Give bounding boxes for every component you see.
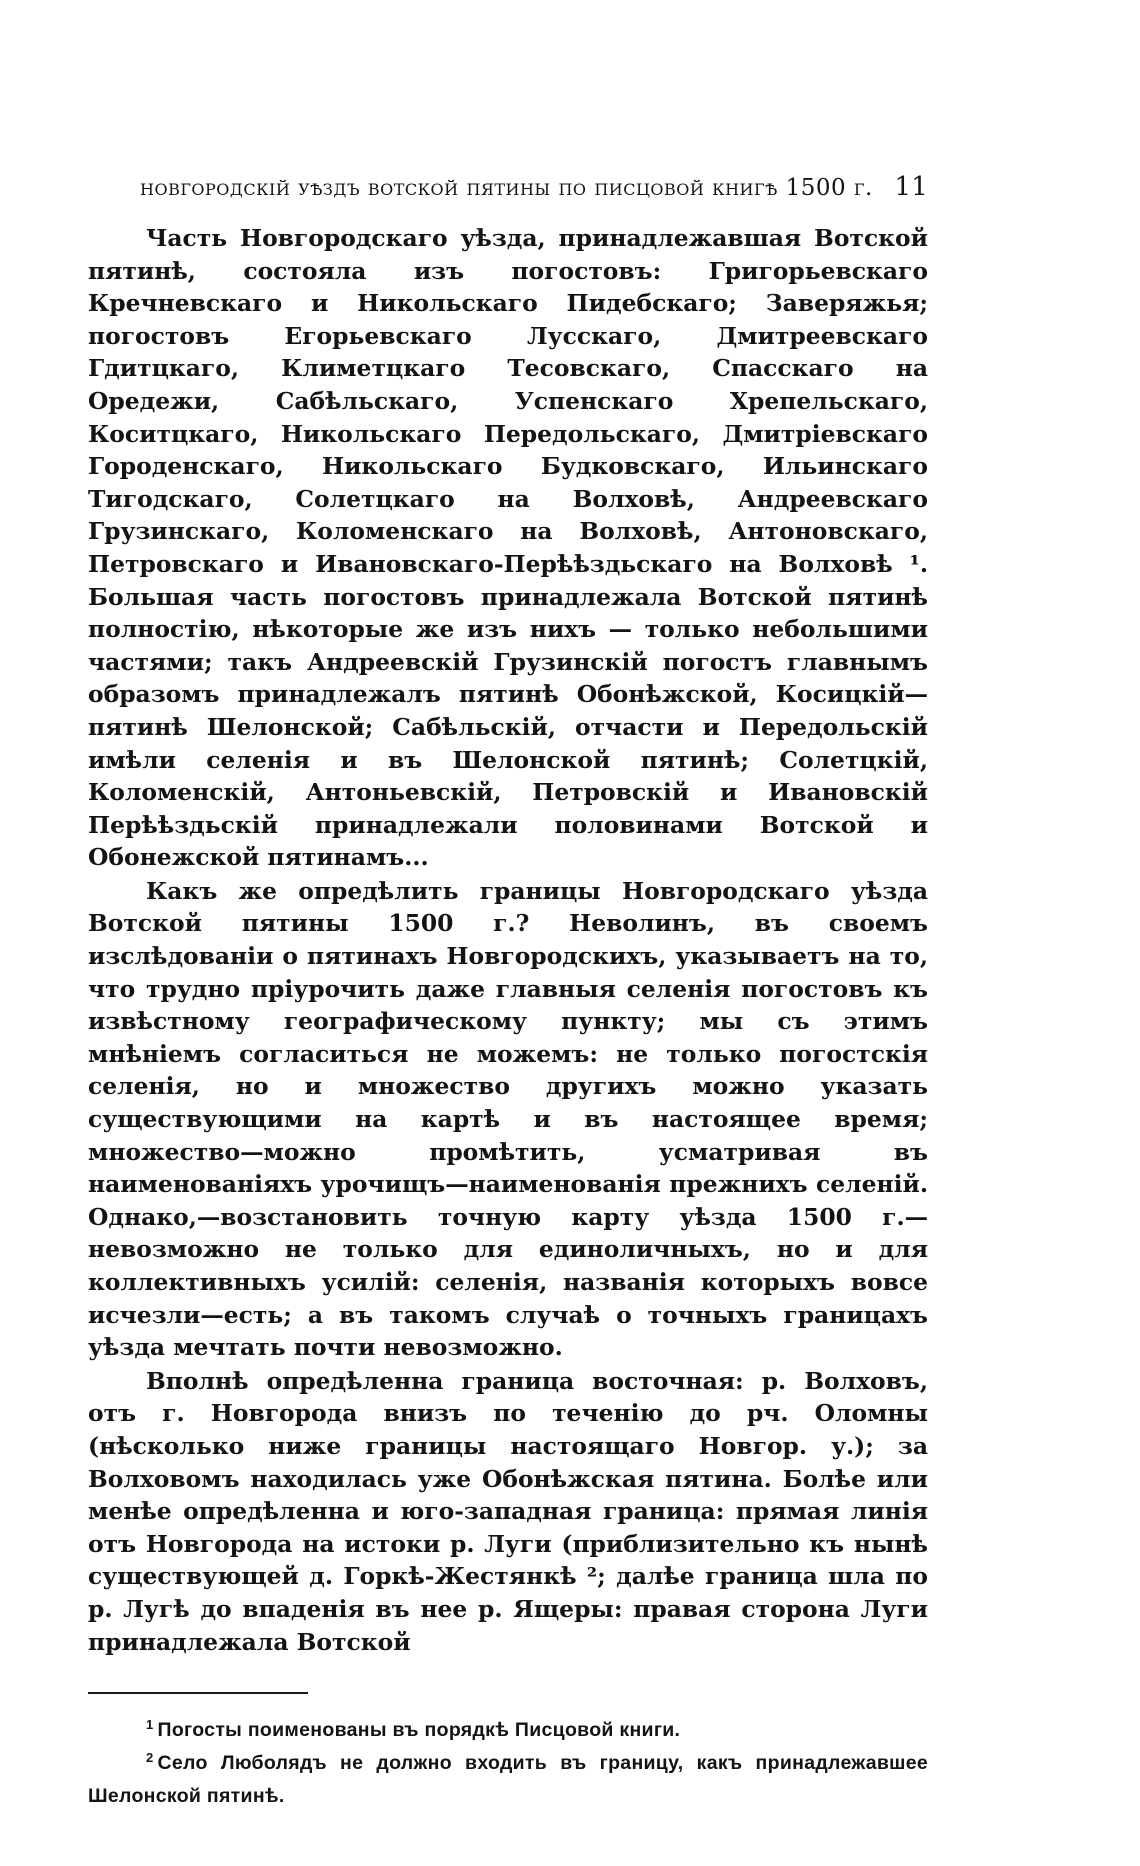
footnote-mark: 1 [146, 1716, 154, 1732]
page-number: 11 [894, 172, 928, 202]
footnote-rule [88, 1692, 308, 1694]
footnote-text: Село Люболядъ не должно входить въ границу, какъ принадлежавшее Шелонской пятинѣ. [88, 1752, 928, 1808]
footnote-text: Погосты поименованы въ порядкѣ Писцовой книги. [157, 1719, 681, 1742]
body-text [88, 222, 928, 1658]
footnotes [88, 1714, 928, 1813]
running-title: новгородскій уѣздъ вотской пятины по писцовой книгѣ 1500 г. [140, 175, 873, 201]
footnote-2 [88, 1747, 928, 1813]
book-page [88, 172, 928, 1813]
paragraph-3: Вполнѣ опредѣленна граница восточная: р. Волховъ, отъ г. Новгорода внизъ по теченію до рч. Оломны (нѣсколько ниже границы настоящаго Новгор. у.); за Волховомъ находилась уже Обонѣжская пятина. Болѣе или менѣе опредѣленна и юго-западная граница: прямая линія отъ Новгорода на истоки р. Луги (приблизительно къ нынѣ существующей д. Горкѣ-Жестянкѣ ²; далѣе граница шла по р. Лугѣ до впаденія въ нее р. Ящеры: правая сторона Луги принадлежала Вотской [88, 1366, 928, 1656]
paragraph-2: Какъ же опредѣлить границы Новгородскаго уѣзда Вотской пятины 1500 г.? Неволинъ, въ своемъ изслѣдованіи о пятинахъ Новгородскихъ, указываетъ на то, что трудно пріурочить даже главныя селенія погостовъ къ извѣстному географическому пункту; мы съ этимъ мнѣніемъ согласиться не можемъ: не только погостскія селенія, но и множество другихъ можно указать существующими на картѣ и въ настоящее время; множество—можно промѣтить, усматривая въ наименованіяхъ урочищъ—наименованія прежнихъ селеній. Однако,—возстановить точную карту уѣзда 1500 г.—невозможно не только для единоличныхъ, но и для коллективныхъ усилій: селенія, названія которыхъ вовсе исчезли—есть; а въ такомъ случаѣ о точныхъ границахъ уѣзда мечтать почти невозможно. [88, 876, 928, 1362]
paragraph-1: Часть Новгородскаго уѣзда, принадлежавшая Вотской пятинѣ, состояла изъ погостовъ: Григорьевскаго Кречневскаго и Никольскаго Пидебскаго; Заверяжья; погостовъ Егорьевскаго Лусскаго, Дмитреевскаго Гдитцкаго, Климетцкаго Тесовскаго, Спасскаго на Оредежи, Сабѣльскаго, Успенскаго Хрепельскаго, Коситцкаго, Никольскаго Передольскаго, Дмитріевскаго Городенскаго, Никольскаго Будковскаго, Ильинскаго Тигодскаго, Солетцкаго на Волховѣ, Андреевскаго Грузинскаго, Коломенскаго на Волховѣ, Антоновскаго, Петровскаго и Ивановскаго-Перѣѣздьскаго на Волховѣ ¹. Большая часть погостовъ принадлежала Вотской пятинѣ полностію, нѣкоторые же изъ нихъ — только небольшими частями; такъ Андреевскій Грузинскій погостъ главнымъ образомъ принадлежалъ пятинѣ Обонѣжской, Косицкій—пятинѣ Шелонской; Сабѣльскій, отчасти и Передольскій имѣли селенія и въ Шелонской пятинѣ; Солетцкій, Коломенскій, Антоньевскій, Петровскій и Ивановскій Перѣѣздьскій принадлежали половинами Вотской и Обонежской пятинамъ... [88, 224, 928, 872]
running-head [140, 172, 928, 202]
footnote-1 [88, 1714, 928, 1747]
footnote-mark: 2 [146, 1749, 154, 1765]
